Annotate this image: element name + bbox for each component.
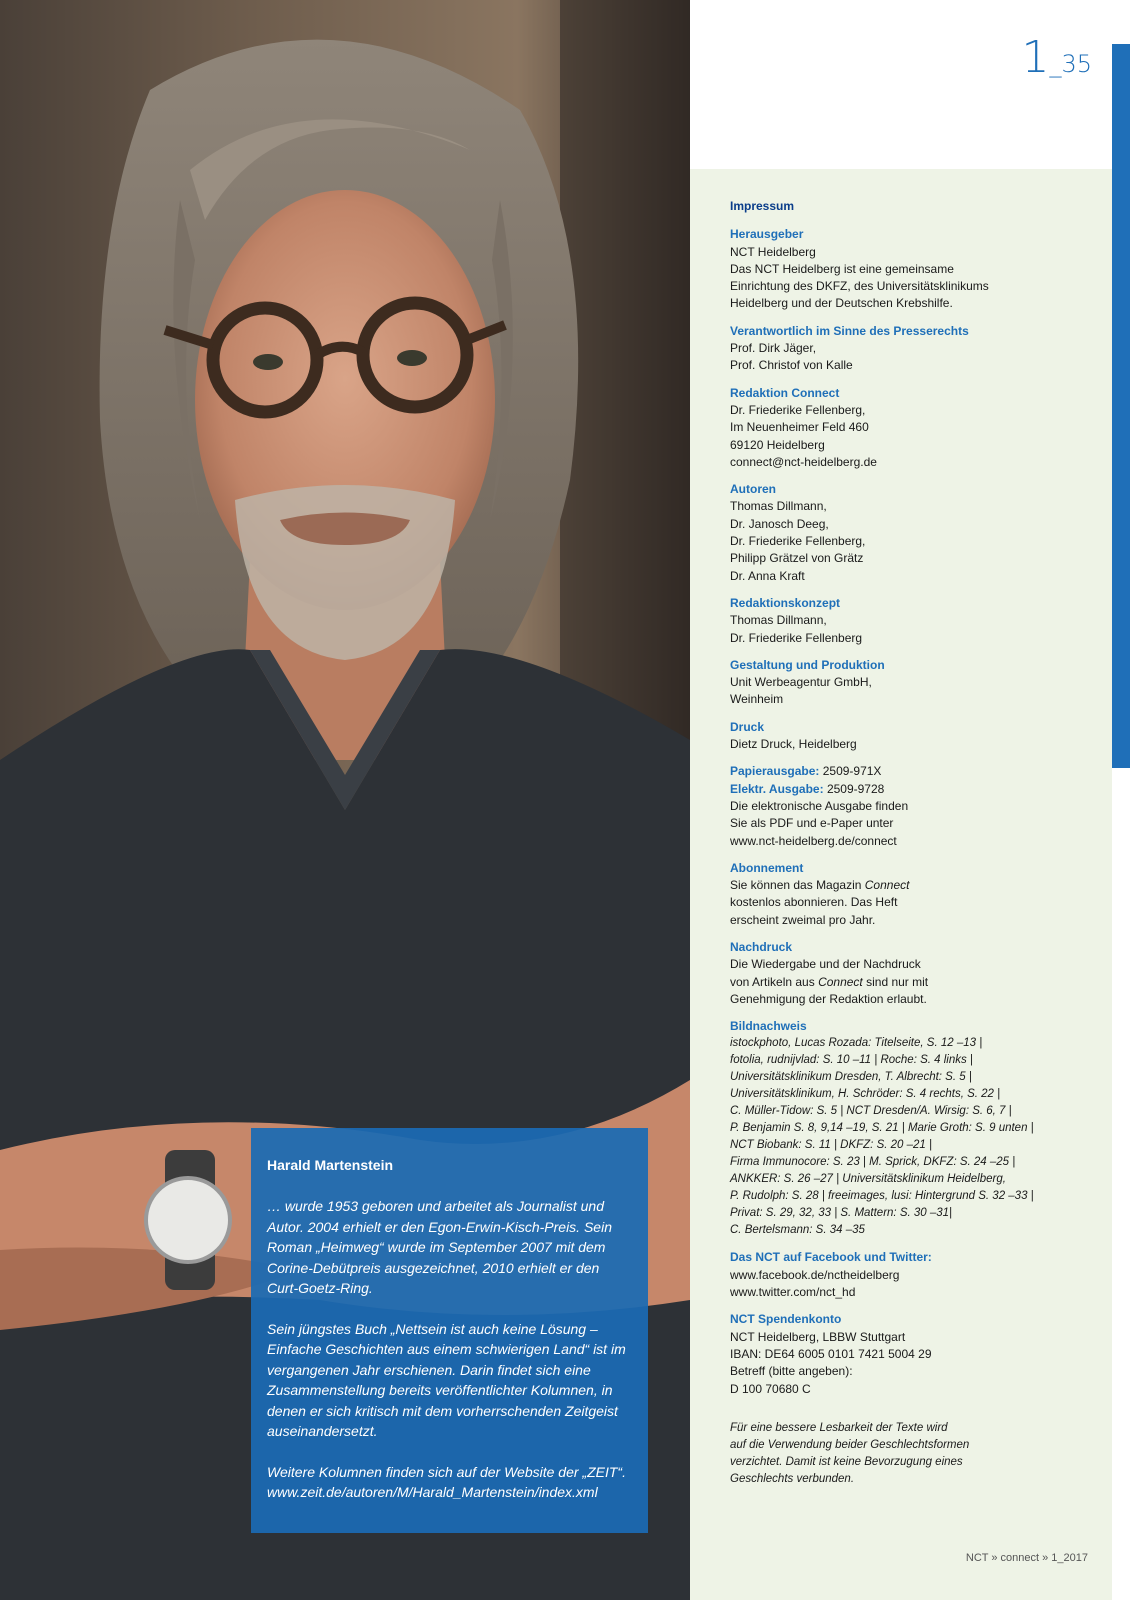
- section-gestaltung: [730, 657, 1105, 709]
- text-line: [730, 974, 1105, 991]
- credit-line: ANKKER: S. 26 –27 | Universitätsklinikum Heidelberg,: [730, 1173, 1006, 1186]
- imprint-title: Impressum: [730, 199, 795, 213]
- section-heading: Redaktion Connect: [730, 385, 840, 400]
- text-line: Dr. Anna Kraft: [730, 568, 805, 583]
- text-line: IBAN: DE64 6005 0101 7421 5004 29: [730, 1346, 932, 1361]
- credit-line: Firma Immunocore: S. 23 | M. Sprick, DKFZ: S. 24 –25 |: [730, 1156, 1016, 1169]
- issn-paper: [730, 763, 1105, 780]
- text-fragment: von Artikeln aus: [730, 974, 819, 989]
- issn-paper-value: 2509-971X: [822, 764, 882, 779]
- issn-electronic-value: 2509-9728: [826, 781, 885, 796]
- credit-line: Universitätsklinikum Dresden, T. Albrecht: S. 5 |: [730, 1071, 972, 1084]
- credit-line: Universitätsklinikum, H. Schröder: S. 4 rechts, S. 22 |: [730, 1088, 1001, 1101]
- text-line: Weinheim: [730, 692, 784, 707]
- gender-note: [730, 1420, 1105, 1489]
- section-heading: Autoren: [730, 482, 776, 497]
- issn-electronic: [730, 781, 1105, 798]
- section-herausgeber: [730, 226, 1105, 312]
- text-line: Dr. Friederike Fellenberg,: [730, 534, 866, 549]
- credit-line: fotolia, rudnijvlad: S. 10 –11 | Roche: S. 4 links |: [730, 1054, 973, 1067]
- page-number-major: 1: [1021, 32, 1050, 83]
- section-heading: Abonnement: [730, 860, 804, 875]
- text-line: Dr. Friederike Fellenberg: [730, 630, 863, 645]
- author-bio-paragraph: … wurde 1953 geboren und arbeitet als Journalist und Autor. 2004 erhielt er den Egon-Erwin-Kisch-Preis. Sein Roman „Heimweg“ wurde im September 2007 mit dem Corine-Debütpreis ausgezeichnet, 2010 erhielt er den Curt-Goetz-Ring.: [267, 1198, 612, 1296]
- facebook-link[interactable]: www.facebook.de/nctheidelberg: [730, 1267, 900, 1282]
- section-redaktionskonzept: [730, 595, 1105, 647]
- text-line: kostenlos abonnieren. Das Heft: [730, 895, 898, 910]
- page-number-minor: 35: [1061, 50, 1092, 78]
- page-number: [1021, 32, 1092, 83]
- author-info-box: [251, 1128, 648, 1533]
- connect-url-link[interactable]: www.nct-heidelberg.de/connect: [730, 833, 897, 848]
- text-line: Prof. Dirk Jäger,: [730, 341, 817, 356]
- text-line: Sie als PDF und e-Paper unter: [730, 816, 894, 831]
- section-heading: Nachdruck: [730, 939, 793, 954]
- text-fragment: sind nur mit: [862, 974, 929, 989]
- right-header-area: [690, 0, 1112, 169]
- text-line: Dr. Janosch Deeg,: [730, 516, 829, 531]
- section-bildnachweis: [730, 1018, 1105, 1239]
- author-name: Harald Martenstein: [267, 1157, 394, 1173]
- twitter-link[interactable]: www.twitter.com/nct_hd: [730, 1285, 856, 1300]
- credit-line: P. Rudolph: S. 28 | freeimages, lusi: Hintergrund S. 32 –33 |: [730, 1190, 1034, 1203]
- section-issn: [730, 763, 1105, 849]
- section-heading: Das NCT auf Facebook und Twitter:: [730, 1250, 932, 1265]
- text-fragment: Sie können das Magazin: [730, 878, 865, 893]
- section-heading: Druck: [730, 719, 765, 734]
- accent-bar: [1112, 44, 1130, 768]
- text-line: NCT Heidelberg: [730, 244, 816, 259]
- section-spenden: [730, 1311, 1105, 1397]
- text-line: Dietz Druck, Heidelberg: [730, 737, 857, 752]
- section-heading: Redaktionskonzept: [730, 595, 841, 610]
- section-heading: Gestaltung und Produktion: [730, 657, 885, 672]
- text-line: D 100 70680 C: [730, 1381, 811, 1396]
- text-line: erscheint zweimal pro Jahr.: [730, 912, 876, 927]
- text-line: Heidelberg und der Deutschen Krebshilfe.: [730, 296, 953, 311]
- section-heading: NCT Spendenkonto: [730, 1312, 842, 1327]
- text-line: Das NCT Heidelberg ist eine gemeinsame: [730, 261, 954, 276]
- text-line: Die Wiedergabe und der Nachdruck: [730, 957, 921, 972]
- section-druck: [730, 719, 1105, 754]
- text-line: Einrichtung des DKFZ, des Universitätsklinikums: [730, 279, 989, 294]
- email-link[interactable]: connect@nct-heidelberg.de: [730, 454, 877, 469]
- section-redaktion: [730, 385, 1105, 471]
- section-verantwortlich: [730, 323, 1105, 375]
- section-nachdruck: [730, 939, 1105, 1008]
- credit-line: istockphoto, Lucas Rozada: Titelseite, S. 12 –13 |: [730, 1037, 983, 1050]
- text-line: Philipp Grätzel von Grätz: [730, 551, 864, 566]
- page-footer: NCT » connect » 1_2017: [965, 1552, 1088, 1564]
- page-number-separator: _: [1049, 50, 1062, 78]
- text-line: Die elektronische Ausgabe finden: [730, 798, 909, 813]
- text-line: Prof. Christof von Kalle: [730, 358, 853, 373]
- note-line: verzichtet. Damit ist keine Bevorzugung eines: [730, 1456, 963, 1469]
- text-line: Genehmigung der Redaktion erlaubt.: [730, 991, 927, 1006]
- imprint: [730, 198, 1105, 1489]
- section-autoren: [730, 481, 1105, 585]
- section-social: [730, 1249, 1105, 1301]
- magazine-name: Connect: [864, 878, 910, 893]
- magazine-name: Connect: [818, 974, 863, 989]
- note-line: Für eine bessere Lesbarkeit der Texte wird: [730, 1421, 948, 1434]
- issn-electronic-label: Elektr. Ausgabe:: [730, 781, 824, 796]
- text-line: Unit Werbeagentur GmbH,: [730, 675, 872, 690]
- credit-line: Privat: S. 29, 32, 33 | S. Mattern: S. 30 –31|: [730, 1207, 953, 1220]
- text-line: Betreff (bitte angeben):: [730, 1364, 853, 1379]
- credit-line: C. Müller-Tidow: S. 5 | NCT Dresden/A. Wirsig: S. 6, 7 |: [730, 1105, 1012, 1118]
- text-line: NCT Heidelberg, LBBW Stuttgart: [730, 1329, 906, 1344]
- text-line: [730, 877, 1105, 894]
- credit-line: NCT Biobank: S. 11 | DKFZ: S. 20 –21 |: [730, 1139, 932, 1152]
- text-line: 69120 Heidelberg: [730, 437, 825, 452]
- section-heading: Verantwortlich im Sinne des Presserechts: [730, 323, 969, 338]
- text-line: Thomas Dillmann,: [730, 499, 827, 514]
- note-line: auf die Verwendung beider Geschlechtsformen: [730, 1439, 970, 1452]
- text-line: Thomas Dillmann,: [730, 613, 827, 628]
- section-heading: Herausgeber: [730, 227, 804, 242]
- section-abonnement: [730, 860, 1105, 929]
- credit-line: P. Benjamin S. 8, 9,14 –19, S. 21 | Marie Groth: S. 9 unten |: [730, 1122, 1034, 1135]
- note-line: Geschlechts verbunden.: [730, 1473, 855, 1486]
- author-columns-paragraph: Weitere Kolumnen finden sich auf der Website der „ZEIT“. www.zeit.de/autoren/M/Harald_Martenstein/index.xml: [267, 1463, 626, 1500]
- text-line: Dr. Friederike Fellenberg,: [730, 402, 866, 417]
- issn-paper-label: Papierausgabe:: [730, 764, 820, 779]
- author-book-paragraph: Sein jüngstes Buch „Nettsein ist auch keine Lösung – Einfache Geschichten aus einem schwierigen Land“ ist im vergangenen Jahr erschienen. Darin findet sich eine Zusammenstellung bereits veröffentlichter Kolumnen, in denen er sich kritisch mit dem vorherrschenden Zeitgeist auseinandersetzt.: [267, 1320, 626, 1439]
- credit-line: C. Bertelsmann: S. 34 –35: [730, 1224, 865, 1237]
- section-heading: Bildnachweis: [730, 1019, 807, 1034]
- text-line: Im Neuenheimer Feld 460: [730, 420, 869, 435]
